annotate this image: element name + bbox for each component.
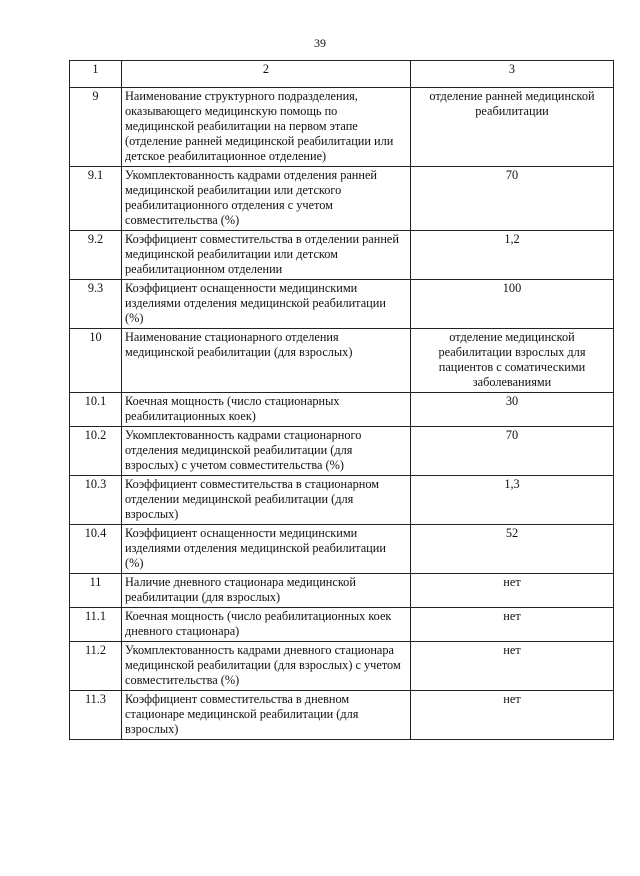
row-indicator: Укомплектованность кадрами отделения ранней медицинской реабилитации или детского реабилитационного отделения с учетом совместительства (%) [122, 167, 411, 231]
row-number: 10.1 [70, 393, 122, 427]
row-number: 11.2 [70, 642, 122, 691]
row-number: 9.1 [70, 167, 122, 231]
row-indicator: Укомплектованность кадрами дневного стационара медицинской реабилитации (для взрослых) с учетом совместительства (%) [122, 642, 411, 691]
table-row [70, 167, 614, 231]
row-indicator: Наименование структурного подразделения, оказывающего медицинскую помощь по медицинской реабилитации на первом этапе (отделение ранней медицинской реабилитации или детское реабилитационное отделение) [122, 88, 411, 167]
row-indicator: Коечная мощность (число реабилитационных коек дневного стационара) [122, 608, 411, 642]
row-indicator: Коэффициент оснащенности медицинскими изделиями отделения медицинской реабилитации (%) [122, 525, 411, 574]
row-indicator: Коечная мощность (число стационарных реабилитационных коек) [122, 393, 411, 427]
row-number: 10.4 [70, 525, 122, 574]
table-row [70, 642, 614, 691]
row-value: 30 [411, 393, 614, 427]
row-number: 11 [70, 574, 122, 608]
table-row [70, 231, 614, 280]
page-number: 39 [314, 36, 326, 50]
row-number: 9.3 [70, 280, 122, 329]
row-number: 10.3 [70, 476, 122, 525]
table-row [70, 608, 614, 642]
row-value: отделение ранней медицинской реабилитации [411, 88, 614, 167]
indicators-table [69, 60, 614, 740]
table-row [70, 525, 614, 574]
table-row [70, 280, 614, 329]
row-indicator: Коэффициент совместительства в дневном стационаре медицинской реабилитации (для взрослых) [122, 691, 411, 740]
table-row [70, 393, 614, 427]
column-header-number: 1 [70, 61, 122, 88]
row-value: 70 [411, 167, 614, 231]
row-indicator: Коэффициент совместительства в отделении ранней медицинской реабилитации или детском реабилитационном отделении [122, 231, 411, 280]
table-row [70, 88, 614, 167]
column-header-indicator: 2 [122, 61, 411, 88]
row-value: нет [411, 574, 614, 608]
row-indicator: Коэффициент совместительства в стационарном отделении медицинской реабилитации (для взрослых) [122, 476, 411, 525]
column-header-value: 3 [411, 61, 614, 88]
row-value: отделение медицинской реабилитации взрослых для пациентов с соматическими заболеваниями [411, 329, 614, 393]
row-value: нет [411, 642, 614, 691]
table-row [70, 691, 614, 740]
row-number: 9.2 [70, 231, 122, 280]
row-number: 10 [70, 329, 122, 393]
row-value: 1,3 [411, 476, 614, 525]
row-number: 9 [70, 88, 122, 167]
row-value: нет [411, 608, 614, 642]
row-indicator: Наличие дневного стационара медицинской реабилитации (для взрослых) [122, 574, 411, 608]
row-number: 11.1 [70, 608, 122, 642]
row-number: 11.3 [70, 691, 122, 740]
table-row [70, 574, 614, 608]
row-indicator: Коэффициент оснащенности медицинскими изделиями отделения медицинской реабилитации (%) [122, 280, 411, 329]
table-row [70, 427, 614, 476]
row-value: нет [411, 691, 614, 740]
row-indicator: Наименование стационарного отделения медицинской реабилитации (для взрослых) [122, 329, 411, 393]
row-value: 70 [411, 427, 614, 476]
row-value: 52 [411, 525, 614, 574]
row-indicator: Укомплектованность кадрами стационарного отделения медицинской реабилитации (для взрослых) с учетом совместительства (%) [122, 427, 411, 476]
row-value: 100 [411, 280, 614, 329]
table-row [70, 476, 614, 525]
table-header-row [70, 61, 614, 88]
row-number: 10.2 [70, 427, 122, 476]
row-value: 1,2 [411, 231, 614, 280]
table-row [70, 329, 614, 393]
